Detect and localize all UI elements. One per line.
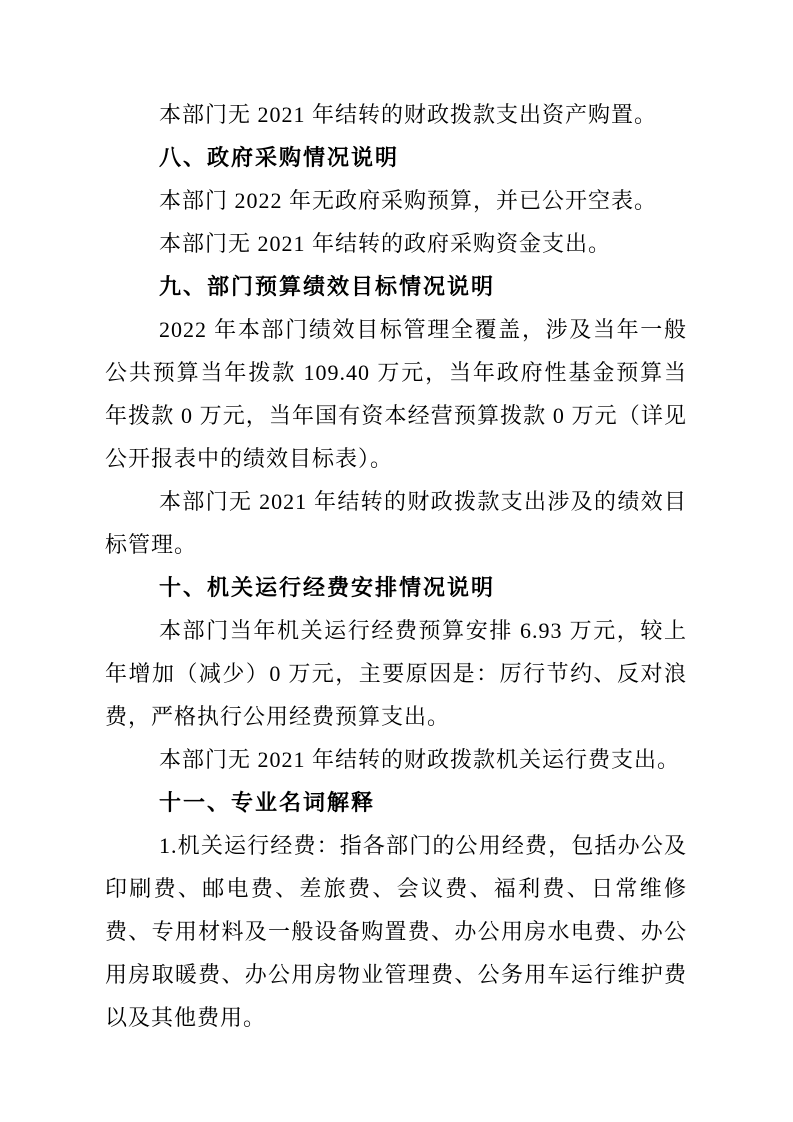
paragraph: 本部门无 2021 年结转的财政拨款支出资产购置。 — [159, 102, 658, 127]
paragraph: 2022 年本部门绩效目标管理全覆盖，涉及当年一般公共预算当年拨款 109.40 万元，当年政府性基金预算当年拨款 0 万元，当年国有资本经营预算拨款 0 万元（详见公开报表中的绩效目标表）。 — [105, 317, 687, 471]
section-heading: 八、政府采购情况说明 — [159, 145, 400, 170]
paragraph: 本部门无 2021 年结转的政府采购资金支出。 — [159, 231, 612, 256]
section-heading: 十、机关运行经费安排情况说明 — [159, 575, 496, 600]
paragraph: 本部门无 2021 年结转的财政拨款机关运行费支出。 — [159, 747, 681, 772]
paragraph: 本部门 2022 年无政府采购预算，并已公开空表。 — [159, 188, 658, 213]
paragraph: 本部门当年机关运行经费预算安排 6.93 万元，较上年增加（减少）0 万元，主要原因是：厉行节约、反对浪费，严格执行公用经费预算支出。 — [105, 618, 687, 729]
paragraph: 1.机关运行经费：指各部门的公用经费，包括办公及印刷费、邮电费、差旅费、会议费、福利费、日常维修费、专用材料及一般设备购置费、办公用房水电费、办公用房取暖费、办公用房物业管理费、公务用车运行维护费以及其他费用。 — [105, 833, 687, 1030]
section-heading: 十一、专业名词解释 — [159, 790, 376, 815]
document-content — [105, 93, 687, 1039]
paragraph: 本部门无 2021 年结转的财政拨款支出涉及的绩效目标管理。 — [105, 489, 687, 557]
section-heading: 九、部门预算绩效目标情况说明 — [159, 274, 496, 299]
